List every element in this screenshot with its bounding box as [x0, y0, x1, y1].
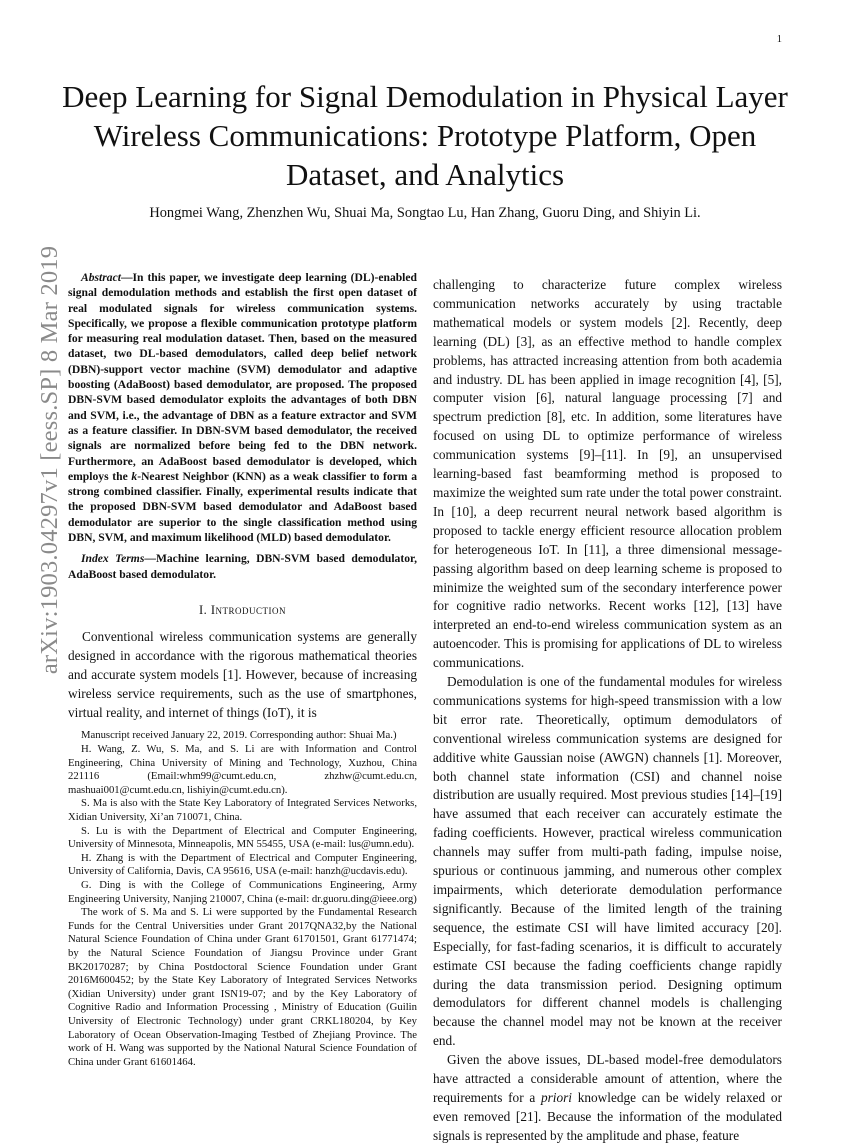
footnotes — [68, 729, 417, 1069]
section-title: Introduction — [210, 602, 287, 617]
body-paragraph-model-free — [433, 1051, 782, 1146]
footnote-affiliation-army: G. Ding is with the College of Communications Engineering, Army Engineering University, Nanjing 210007, China (e-mail: dr.guoru.ding@ieee.org) — [68, 879, 417, 905]
index-terms-label: Index Terms — [81, 552, 145, 566]
left-column — [68, 270, 417, 1069]
paper-title: Deep Learning for Signal Demodulation in Physical Layer Wireless Communications: Prototype Platform, Open Dataset, and Analytics — [62, 79, 788, 192]
abstract-text-part-2: -Nearest Neighbor (KNN) as a weak classifier to form a strong combined classifier. Finally, experimental results indicate that the proposed DBN-SVM based demodulator and AdaBoost based demodulator are superior to the single classification method using DBN, SVM, and maximum likelihood (MLD) based demodulator. — [68, 469, 417, 545]
page-number: 1 — [776, 34, 782, 45]
footnote-affiliation-xidian: S. Ma is also with the State Key Laboratory of Integrated Services Networks, Xidian University, Xi’an 710071, China. — [68, 797, 417, 824]
abstract-text-part-1: —In this paper, we investigate deep learning (DL)-enabled signal demodulation methods and establish the first open dataset of real modulated signals for wireless communication systems. Specifically, we propose a flexible communication prototype platform for measuring real modulation dataset. Then, based on the measured dataset, two DL-based demodulators, called deep belief network (DBN)-support vector machine (SVM) demodulator and adaptive boosting (AdaBoost) based demodulator, are proposed. The proposed DBN-SVM based demodulator exploits the advantages of both DBN and SVM, i.e., the advantage of DBN as a feature extractor and SVM as a feature classifier. In DBN-SVM based demodulator, the received signals are normalized before being fed to the DBN network. Furthermore, an AdaBoost based demodulator is developed, which employs the — [68, 271, 417, 483]
index-terms — [68, 551, 417, 582]
footnote-affiliation-cumt: H. Wang, Z. Wu, S. Ma, and S. Li are with Information and Control Engineering, China University of Mining and Technology, Xuzhou, China 221116 (Email:whm99@cumt.edu.cn, zhzhw@cumt.edu.cn, mashuai001@cumt.edu.cn, lishiyin@cumt.edu.cn). — [68, 743, 417, 796]
author-list: Hongmei Wang, Zhenzhen Wu, Shuai Ma, Songtao Lu, Han Zhang, Guoru Ding, and Shiyin Li. — [149, 205, 701, 221]
abstract-k-symbol: k — [131, 469, 138, 483]
footnote-affiliation-ucdavis: H. Zhang is with the Department of Electrical and Computer Engineering, University of California, Davis, CA 95616, USA (e-mail: hanzh@ucdavis.edu). — [68, 851, 417, 878]
section-heading-introduction — [68, 603, 417, 618]
priori-emphasis: priori — [540, 1089, 572, 1105]
model-free-text-part-2: knowledge can be widely relaxed or even removed [21]. Because the information of the modulated signals is represented by the amplitude and phase, feature — [433, 1089, 782, 1143]
arxiv-stamp[interactable]: arXiv:1903.04297v1 [eess.SP] 8 Mar 2019 — [36, 245, 63, 675]
model-free-text-part-1: Given the above issues, DL-based model-free demodulators have attracted a considerable amount of attention, where the requirements for a — [433, 1052, 782, 1105]
section-number: I. — [198, 602, 211, 617]
index-terms-text: —Machine learning, DBN-SVM based demodulator, AdaBoost based demodulator. — [68, 552, 417, 581]
footnote-affiliation-minnesota: S. Lu is with the Department of Electrical and Computer Engineering, University of Minnesota, Minneapolis, MN 55455, USA (e-mail: lus@umn.edu). — [68, 824, 417, 851]
intro-paragraph: Conventional wireless communication systems are generally designed in accordance with the rigorous mathematical theories and accurate system models [1]. However, because of increasing wireless service requirements, such as the use of smartphones, virtual reality, and internet of things (IoT), it is — [68, 628, 417, 720]
abstract — [68, 270, 417, 545]
footnote-manuscript: Manuscript received January 22, 2019. Corresponding author: Shuai Ma.) — [81, 729, 397, 742]
body-paragraph-dl-background: challenging to characterize future complex wireless communication networks accurately by using tractable mathematical models or system models [2]. Recently, deep learning (DL) [3], as an effective method to handle complex problems, has attracted increasing attention from both academia and industry. DL has been applied in image recognition [4], [5], computer vision [6], natural language processing [7] and spectrum prediction [8], etc. In addition, some literatures have focused on using DL to optimize performance of wireless communication systems [9]–[11]. In [9], an unsupervised learning-based fast beamforming method is proposed to maximize the weighted sum rate under the total power constraint. In [10], a deep recurrent neural network based algorithm is proposed to tackle energy efficient resource allocation problem for heterogeneous IoT. In [11], a three dimensional message-passing algorithm based on deep learning scheme is proposed to minimize the weighted sum of the secondary interference power for cognitive radio networks. Recent works [12], [13] have interpreted an end-to-end wireless communication system as an autoencoder. This is promising for applications of DL to wireless communications. — [433, 277, 782, 671]
right-column — [433, 276, 782, 1146]
body-paragraph-demodulation: Demodulation is one of the fundamental modules for wireless communications systems for high-speed transmission with a low bit error rate. Theoretically, optimum demodulators of conventional wireless communication systems are designed for additive white Gaussian noise (AWGN) channels [1]. Moreover, both channel state information (CSI) and channel noise distribution are usually required. Most previous studies [14]–[19] have assumed that each receiver can accurately estimate the fading coefficients. However, practical wireless communication channels may suffer from multi-path fading, impulse noise, spurious or continuous jamming, and numerous other complex impairments, which deteriorate demodulation performance significantly. Because of the limited length of the training sequence, the estimate CSI will have limited accuracy [20]. Especially, for fast-fading scenarios, it is difficult to accurately estimate CSI because the fading coefficients change rapidly during the data transmission period. Designing optimum demodulators for different channel models is challenging because the channel model may not be known at the receiver end. — [433, 674, 782, 1049]
footnote-funding: The work of S. Ma and S. Li were supported by the Fundamental Research Funds for the Central Universities under Grant 2017QNA32,by the National Natural Science Foundation of China under Grant 61701501, Grant 61771474; by the Natural Science Foundation of Jiangsu Province under Grant BK20170287; by China Postdoctoral Science Foundation under Grant 2016M600452; by the State Key Laboratory of Integrated Services Networks (Xidian University) under grant ISN19-07; and by the Key Laboratory of Cognitive Radio and Information Processing , Ministry of Education (Guilin University of Electronic Technology) under grant CRKL180204, by Key Laboratory of Ocean Observation-Imaging Testbed of Zhejiang Province. The work of H. Wang was supported by the National Natural Science Foundation of China under Grant 61601464. — [68, 906, 417, 1068]
abstract-label: Abstract — [81, 271, 121, 284]
